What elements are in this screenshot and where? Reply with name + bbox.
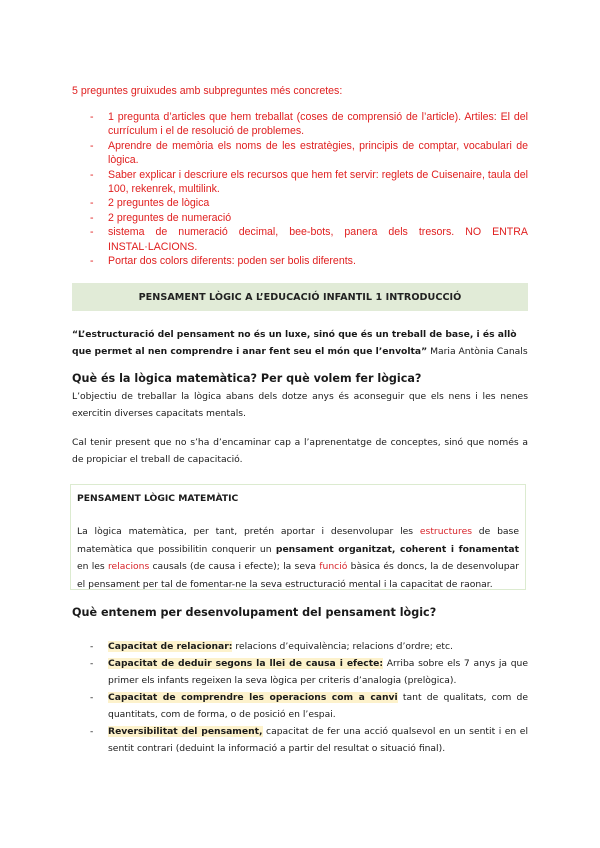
bullet-dash: - bbox=[90, 168, 94, 181]
box-text: La lògica matemàtica, per tant, pretén aportar i desenvolupar les estructures de base matemàtica que possibilitin conquerir un pensament organitzat, coherent i fonamentat en les relacions causals (de causa i efecte); la seva funció bàsica és doncs, la de desenvolupar el pensament per tal de fomentar-ne la seva estructuració mental i la capacitat de raonar. bbox=[77, 526, 519, 590]
highlight-funcio: funció bbox=[319, 561, 348, 572]
list-item: - Capacitat de comprendre les operacions com a canvi tant de qualitats, com de quantitats, com de forma, o de posició en l’espai. bbox=[90, 689, 528, 723]
highlight-estructures: estructures bbox=[419, 526, 473, 537]
item-label: Capacitat de deduir segons la llei de causa i efecte: bbox=[108, 658, 384, 669]
section-banner bbox=[72, 283, 528, 311]
list-item: - Portar dos colors diferents: poden ser bolis diferents. bbox=[90, 255, 356, 268]
list-item: - 2 preguntes de numeració bbox=[90, 211, 232, 224]
development-list bbox=[90, 638, 528, 757]
section-heading-logic: Què és la lògica matemàtica? Per què volem fer lògica? bbox=[72, 372, 422, 385]
list-item: - 1 pregunta d’articles que hem treballat (coses de comprensió de l’article). Artiles: El del currículum i el de resolució de problemes. bbox=[90, 111, 528, 138]
exam-notes-list bbox=[90, 110, 528, 268]
highlight-relacions: relacions bbox=[107, 561, 150, 572]
section-heading-development: Què entenem per desenvolupament del pensament lògic? bbox=[72, 606, 437, 619]
definition-box bbox=[70, 484, 526, 590]
list-item: - Reversibilitat del pensament, capacitat de fer una acció qualsevol en un sentit i en el sentit contrari (deduint la informació a partir del resultat o situació final). bbox=[90, 723, 528, 757]
bullet-dash: - bbox=[90, 197, 94, 210]
bullet-dash: - bbox=[90, 692, 94, 703]
bullet-dash: - bbox=[90, 726, 94, 737]
list-item: - Capacitat de relacionar: relacions d’equivalència; relacions d’ordre; etc. bbox=[90, 638, 528, 655]
box-title: PENSAMENT LÒGIC MATEMÀTIC bbox=[77, 493, 239, 504]
bullet-dash: - bbox=[90, 255, 94, 268]
item-label: Reversibilitat del pensament, bbox=[108, 726, 263, 737]
item-label: Capacitat de comprendre les operacions com a canvi bbox=[108, 692, 398, 703]
emphasis-pensament: pensament organitzat, coherent i fonamentat bbox=[275, 543, 519, 555]
quote-text: “L’estructuració del pensament no és un luxe, sinó que és un treball de base, i és allò que permet al nen comprendre i anar fent seu el món que l’envolta” bbox=[72, 329, 517, 357]
quote-author: Maria Antònia Canals bbox=[430, 346, 528, 357]
bullet-dash: - bbox=[90, 139, 94, 152]
bullet-dash: - bbox=[90, 111, 94, 123]
bullet-dash: - bbox=[90, 658, 94, 669]
list-item: - 2 preguntes de lògica bbox=[90, 197, 210, 210]
paragraph-objective: L’objectiu de treballar la lògica abans dels dotze anys és aconseguir que els nens i les nenes exercitin diverses capacitats mentals. bbox=[72, 391, 528, 419]
paragraph-note: Cal tenir present que no s’ha d’encaminar cap a l’aprenentatge de conceptes, sinó que només a de propiciar el treball de capacitació. bbox=[72, 437, 528, 465]
banner-title: PENSAMENT LÒGIC A L’EDUCACIÓ INFANTIL 1 INTRODUCCIÓ bbox=[138, 291, 462, 303]
bullet-dash: - bbox=[90, 226, 94, 239]
bullet-dash: - bbox=[90, 211, 94, 224]
list-item: - Aprendre de memòria els noms de les estratègies, principis de comptar, vocabulari de lògica. bbox=[90, 139, 528, 167]
item-label: Capacitat de relacionar: bbox=[108, 641, 233, 652]
list-item: - Saber explicar i descriure els recursos que hem fet servir: reglets de Cuisenaire, taula del 100, rekenrek, multilink. bbox=[90, 168, 528, 196]
list-item: - Capacitat de deduir segons la llei de causa i efecte: Arriba sobre els 7 anys ja que primer els infants regeixen la seva lògica per criteris d’analogia (prelògica). bbox=[90, 655, 528, 689]
list-item: - sistema de numeració decimal, bee-bots, panera dels tresors. NO ENTRA INSTAL·LACIONS. bbox=[90, 226, 528, 253]
quote-block bbox=[72, 326, 530, 360]
bullet-dash: - bbox=[90, 641, 94, 652]
exam-notes-intro: 5 preguntes gruixudes amb subpreguntes més concretes: bbox=[72, 85, 343, 97]
